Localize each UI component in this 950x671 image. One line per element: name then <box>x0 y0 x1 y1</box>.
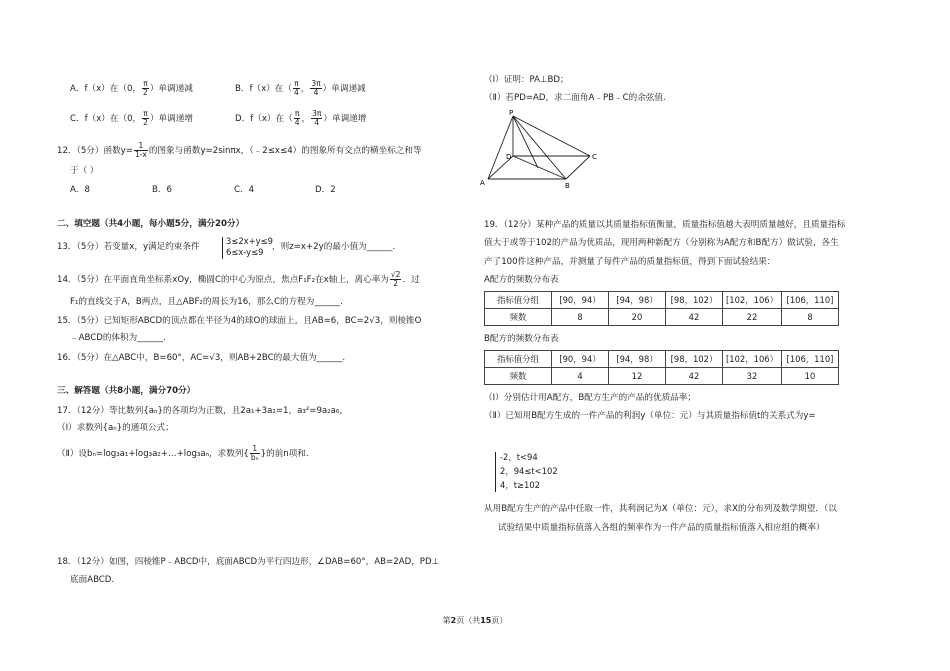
group-cell: [90，94） <box>552 292 609 309</box>
fraction: $\frac{1}{\text{bₙ}}$ <box>250 444 259 462</box>
freq-cell: 12 <box>609 368 666 385</box>
piece-3: 4，t≥102 <box>500 480 540 490</box>
label-c: C <box>592 153 597 161</box>
q17-part2: （Ⅱ）设bₙ=log₃a₁+log₃a₂+…+log₃aₙ，求数列{ $\frac{1}{\text{bₙ}}$ }的前n项和. <box>57 444 309 462</box>
group-cell: [102，106） <box>723 292 782 309</box>
table-row <box>485 351 839 368</box>
q11-option-c: C．f（x）在（0， $\frac{\pi}{2}$ ）单调递增 <box>70 109 193 127</box>
edge-pa <box>488 116 513 179</box>
q16-stem: 16．（5分）在△ABC中，B=60°，AC=√3，则AB+2BC的最大值为______. <box>57 353 346 363</box>
label-d: D <box>506 153 512 161</box>
freq-cell: 20 <box>609 309 666 326</box>
piece-2: 2，94≤t<102 <box>500 466 558 476</box>
table-a-title: A配方的频数分布表 <box>484 275 559 285</box>
freq-cell: 42 <box>666 368 723 385</box>
q17-stem: 17．（12分）等比数列{aₙ}的各项均为正数，且2a₁+3a₂=1，a₃²=9a₂a₆， <box>57 406 348 416</box>
page-footer: 第2页（共15页） <box>442 616 508 625</box>
group-cell: [94，98） <box>609 351 666 368</box>
label-a: A <box>480 179 485 187</box>
q12-option-d: D．2 <box>315 185 336 195</box>
fraction: $\frac{1}{1-x}$ <box>134 141 147 159</box>
q11-option-a: A．f（x）在（0， $\frac{\pi}{2}$ ）单调递减 <box>70 79 193 97</box>
table-row <box>485 368 839 385</box>
q13-text-tail: ，则z=x+2y的最小值为______. <box>272 242 396 252</box>
label-p: P <box>509 109 514 117</box>
page-number: 2 <box>450 616 457 625</box>
fraction: $\frac{3\pi}{4}$ <box>311 79 321 97</box>
edge-bc <box>566 156 590 179</box>
brace <box>495 452 496 492</box>
label-b: B <box>565 182 570 190</box>
table-b <box>484 350 839 385</box>
q18-part2: （Ⅱ）若PD=AD，求二面角A﹣PB﹣C的余弦值. <box>484 93 666 103</box>
piece-1: -2，t<94 <box>500 452 538 462</box>
q12-option-c: C．4 <box>234 185 255 195</box>
row-label: 频数 <box>485 368 552 385</box>
freq-cell: 4 <box>552 368 609 385</box>
q11-option-b: B．f（x）在（ $\frac{\pi}{4}$ ， $\frac{3\pi}{4}$ ）单调递减 <box>235 79 366 97</box>
fraction: $\frac{3\pi}{4}$ <box>312 109 322 127</box>
q15-stem: 15．（5分）已知矩形ABCD的顶点都在半径为4的球O的球面上，且AB=6，BC=2√3，则棱锥O <box>57 316 422 326</box>
fraction: $\frac{\pi}{2}$ <box>143 79 148 97</box>
row-label: 指标值分组 <box>485 292 552 309</box>
fraction: $\frac{\pi}{4}$ <box>294 109 300 127</box>
freq-cell: 8 <box>552 309 609 326</box>
edge-internal <box>513 116 538 168</box>
q13-constraint-1: 3≤2x+y≤9 <box>226 236 273 246</box>
q19-stem-line3: 产了100件这种产品，并测量了每件产品的质量指标值，得到下面试验结果： <box>484 257 776 267</box>
q18-part1: （Ⅰ）证明：PA⊥BD； <box>484 75 569 85</box>
freq-cell: 8 <box>782 309 839 326</box>
group-cell: [106，110] <box>782 351 839 368</box>
row-label: 频数 <box>485 309 552 326</box>
q17-part1: （Ⅰ）求数列{aₙ}的通项公式； <box>57 423 174 433</box>
group-cell: [98，102） <box>666 292 723 309</box>
q19-after-line1: 从用B配方生产的产品中任取一件，其利润记为X（单位：元），求X的分布列及数学期望．（以 <box>484 504 837 514</box>
freq-cell: 10 <box>782 368 839 385</box>
q13-text: 13．（5分）若变量x，y满足约束条件 <box>57 242 200 252</box>
q19-part2: （Ⅱ）已知用B配方生成的一件产品的利润y（单位：元）与其质量指标值t的关系式为y= <box>484 411 816 421</box>
freq-cell: 42 <box>666 309 723 326</box>
q19-stem: 19．（12分）某种产品的质量以其质量指标值衡量，质量指标值越大表明质量越好，且质量指标 <box>484 220 846 230</box>
group-cell: [90，94） <box>552 351 609 368</box>
q14-stem-line2: F₁的直线交于A，B两点，且△ABF₂的周长为16，那么C的方程为______. <box>70 297 343 307</box>
q11-option-d: D．f（x）在（ $\frac{\pi}{4}$ ， $\frac{3\pi}{4}$ ）单调递增 <box>235 109 367 127</box>
brace <box>222 237 223 259</box>
row-label: 指标值分组 <box>485 351 552 368</box>
q12-option-a: A．8 <box>70 185 90 195</box>
section-3-heading: 三、解答题（共8小题，满分70分） <box>57 386 196 396</box>
section-2-heading: 二、填空题（共4小题，每小题5分，满分20分） <box>57 219 245 229</box>
page-total: 15 <box>480 616 492 625</box>
q15-stem-line2: ﹣ABCD的体积为______. <box>70 333 166 343</box>
edge-pc <box>513 116 590 156</box>
q18-stem-line2: 底面ABCD. <box>70 575 115 585</box>
q12-stem: 12．（5分）函数y= $\frac{1}{1-x}$ 的图象与函数y=2sinπx，（﹣2≤x≤4）的图象所有交点的横坐标之和等 <box>57 141 422 159</box>
group-cell: [94，98） <box>609 292 666 309</box>
pyramid-figure <box>478 106 608 192</box>
table-row <box>485 309 839 326</box>
freq-cell: 32 <box>723 368 782 385</box>
edge-bd <box>513 156 566 179</box>
q13-constraint-2: 6≤x-y≤9 <box>226 247 264 257</box>
fraction: $\frac{\pi}{4}$ <box>293 79 299 97</box>
q12-option-b: B．6 <box>152 185 172 195</box>
q19-stem-line2: 值大于或等于102的产品为优质品，现用两种新配方（分别称为A配方和B配方）做试验，各生 <box>484 238 839 248</box>
edge-pb <box>513 116 566 179</box>
q12-stem-line2: 于（ ） <box>70 166 99 176</box>
table-row <box>485 292 839 309</box>
q18-stem: 18．（12分）如图，四棱锥P﹣ABCD中，底面ABCD为平行四边形，∠DAB=60°，AB=2AD，PD⊥ <box>57 557 440 567</box>
q19-part1: （Ⅰ）分别估计用A配方，B配方生产的产品的优质品率； <box>484 393 696 403</box>
fraction: $\frac{√2}{2}$ <box>390 270 401 288</box>
group-cell: [106，110] <box>782 292 839 309</box>
group-cell: [98，102） <box>666 351 723 368</box>
fraction: $\frac{\pi}{2}$ <box>143 109 148 127</box>
table-b-title: B配方的频数分布表 <box>484 334 559 344</box>
q19-after-line2: 试验结果中质量指标值落入各组的频率作为一件产品的质量指标值落入相应组的概率） <box>498 523 825 533</box>
table-a <box>484 291 839 326</box>
q14-stem: 14．（5分）在平面直角坐标系xOy，椭圆C的中心为原点，焦点F₁F₂在x轴上，离心率为 $\frac{√2}{2}$ ．过 <box>57 270 420 288</box>
group-cell: [102，106） <box>723 351 782 368</box>
freq-cell: 22 <box>723 309 782 326</box>
